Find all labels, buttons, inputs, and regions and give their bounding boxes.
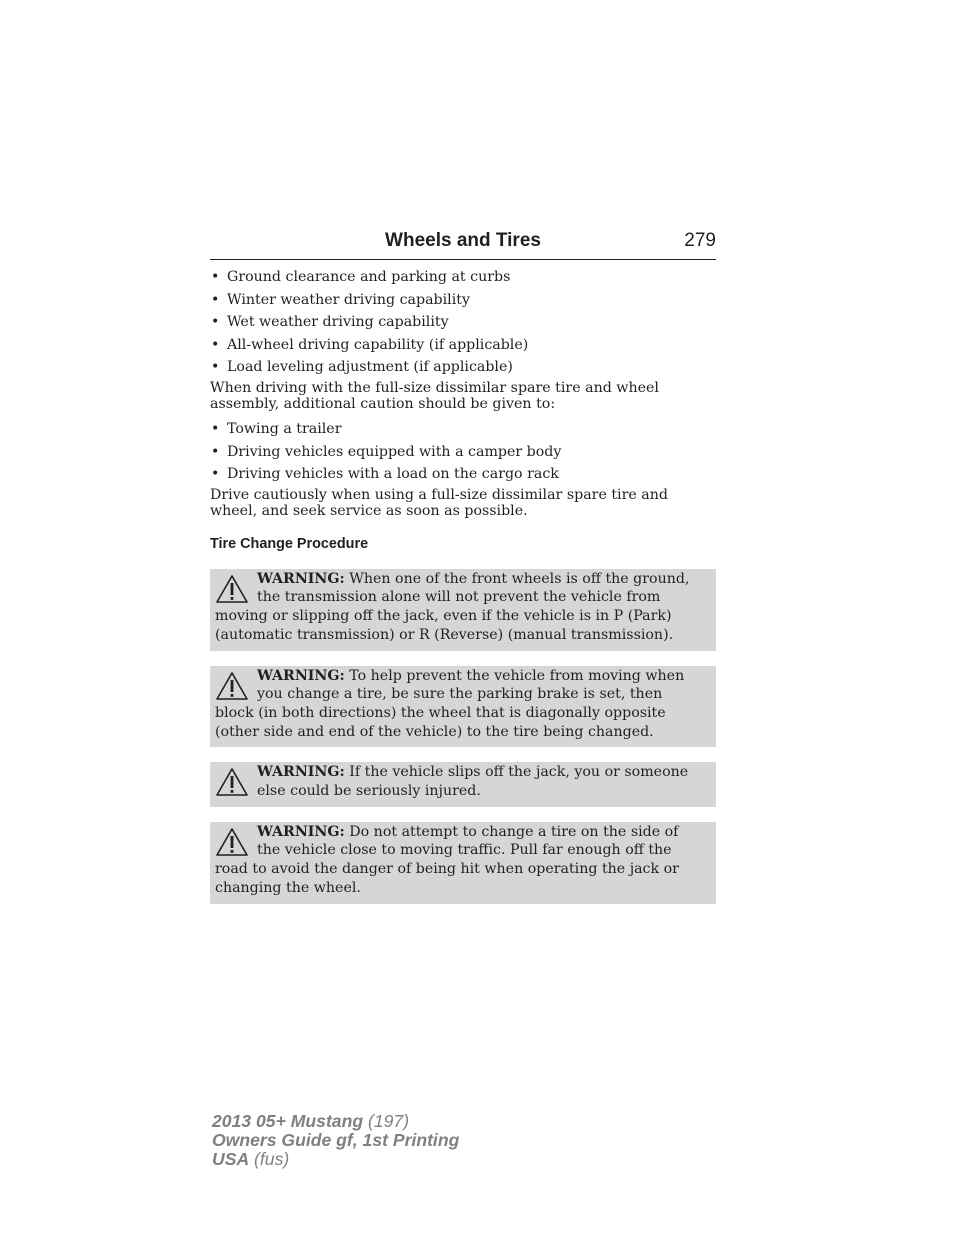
- list-item: • Driving vehicles with a load on the cargo rack: [210, 463, 716, 486]
- page-footer: [212, 1112, 459, 1169]
- page-header: [210, 229, 716, 260]
- bullet-icon: •: [211, 336, 220, 353]
- page-number: 279: [684, 230, 716, 251]
- bullet-list-1: [210, 266, 716, 379]
- bullet-icon: •: [211, 314, 220, 331]
- warning-box: [210, 666, 716, 748]
- bullet-icon: •: [211, 359, 220, 376]
- bullet-icon: •: [211, 269, 220, 285]
- footer-line-printing: Owners Guide gf, 1st Printing: [212, 1130, 460, 1150]
- page-content: [210, 266, 716, 919]
- bullet-list-2: [210, 418, 716, 486]
- warning-box: [210, 762, 716, 806]
- warning-triangle-icon: [215, 671, 249, 701]
- bullet-icon: •: [211, 420, 220, 437]
- list-item: • All-wheel driving capability (if applicable): [210, 334, 716, 357]
- list-item: • Wet weather driving capability: [210, 311, 716, 334]
- list-item: • Driving vehicles equipped with a camper body: [210, 441, 716, 464]
- warning-text: When one of the front wheels is off the ground, the transmission alone will not prevent the vehicle from moving or slipping off the jack, even if the vehicle is in P (Park) (automatic transmission) or R (Reverse) (manual transmission).: [215, 570, 690, 643]
- footer-line-market: USA (fus): [212, 1149, 290, 1169]
- warning-label: WARNING:: [257, 570, 345, 587]
- chapter-title: Wheels and Tires: [385, 230, 541, 251]
- list-item: • Load leveling adjustment (if applicable): [210, 356, 716, 379]
- list-item: • Towing a trailer: [210, 418, 716, 441]
- list-item: • Ground clearance and parking at curbs: [210, 266, 716, 289]
- warning-text: Do not attempt to change a tire on the side of the vehicle close to moving traffic. Pull far enough off the road to avoid the danger of being hit when operating the jack or changing the wheel.: [215, 823, 679, 896]
- bullet-icon: •: [211, 443, 220, 460]
- bullet-icon: •: [211, 466, 220, 483]
- footer-line-model: 2013 05+ Mustang (197): [212, 1111, 410, 1131]
- warning-triangle-icon: [215, 827, 249, 857]
- warning-triangle-icon: [215, 574, 249, 604]
- warning-text: If the vehicle slips off the jack, you or someone else could be seriously injured.: [257, 764, 689, 800]
- bullet-icon: •: [211, 291, 220, 308]
- warning-label: WARNING:: [257, 667, 345, 684]
- section-title: Tire Change Procedure: [210, 535, 369, 552]
- warning-box: [210, 569, 716, 651]
- warning-label: WARNING:: [257, 823, 345, 840]
- warning-label: WARNING:: [257, 764, 345, 781]
- warning-box: [210, 822, 716, 904]
- warning-text: To help prevent the vehicle from moving when you change a tire, be sure the parking brake is set, then block (in both directions) the wheel that is diagonally opposite (other side and end of the vehicle) to the tire being changed.: [215, 667, 685, 740]
- list-item: • Winter weather driving capability: [210, 289, 716, 312]
- paragraph-spare-caution: When driving with the full-size dissimilar spare tire and wheel assembly, additional caution should be given to:: [210, 379, 659, 413]
- paragraph-drive-cautiously: Drive cautiously when using a full-size dissimilar spare tire and wheel, and seek service as soon as possible.: [210, 486, 668, 520]
- warning-triangle-icon: [215, 767, 249, 797]
